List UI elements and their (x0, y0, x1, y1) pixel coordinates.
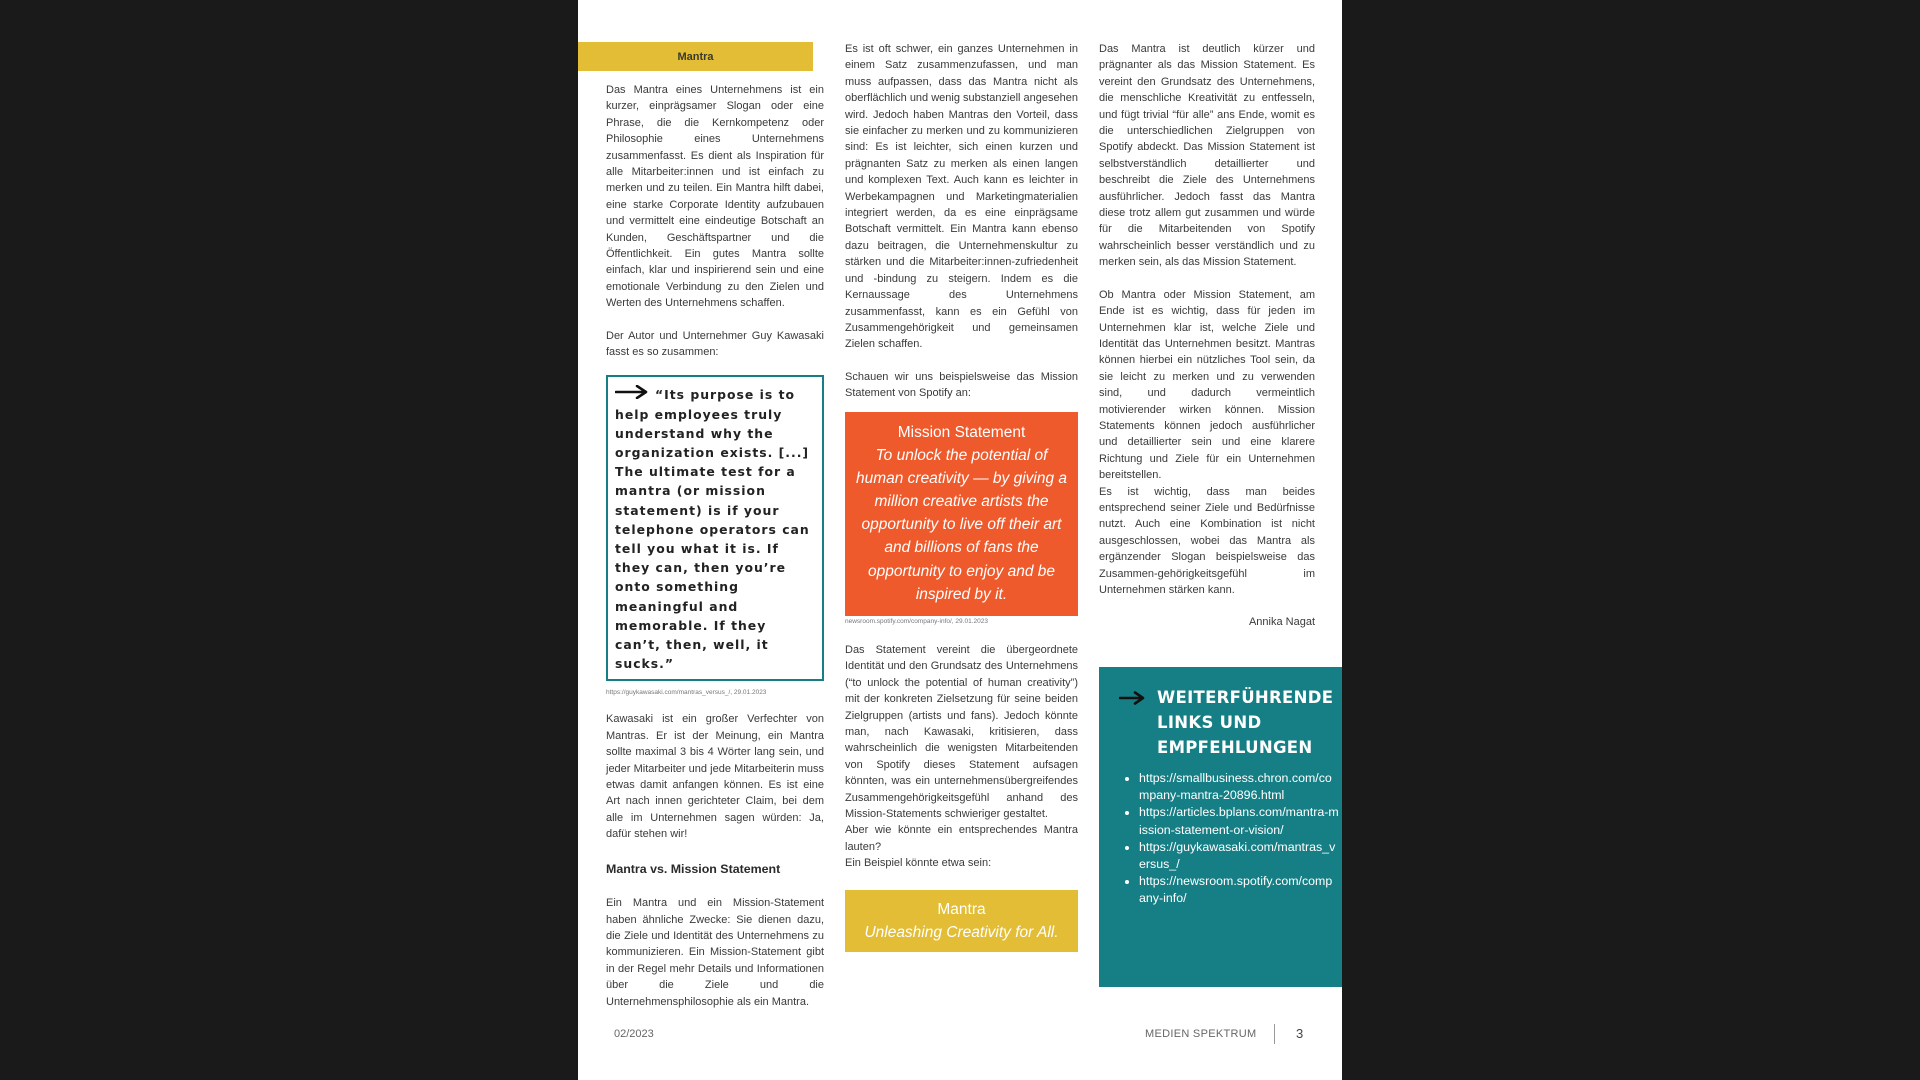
section-tag-label: Mantra (677, 50, 714, 63)
column-right (1099, 41, 1315, 631)
author-name: Annika Nagat (1248, 616, 1315, 629)
section-tag-mantra (578, 42, 813, 71)
subheading: Mantra vs. Mission Statement (606, 861, 781, 876)
arrow-right-icon (615, 385, 649, 404)
footer-brand: MEDIEN SPEKTRUM (1145, 1028, 1257, 1040)
paragraph: Das Statement vereint die übergeordnete Identität und den Grundsatz des Unternehmens (“to unlock the potential of human creativity”) mit der konkreten Zielsetzung für seine beiden Zielgruppen (artists und fans). Jedoch könnte man, nach Kawasaki, kritisieren, dass wahrscheinlich die wenigsten Mitarbeitenden von Spotify dieses Statement aufsagen könnten, was ein unternehmensübergreifendes Zusammengehörigkeitsgefühl anhand des Mission-Statements schwieriger gestaltet. (845, 643, 1078, 821)
paragraph: Das Mantra ist deutlich kürzer und prägnanter als das Mission Statement. Es vereint den Grundsatz des Unternehmens, die menschliche Kreativität zu entfesseln, und fügt trivial “für alle” ans Ende, womit es die unterschiedlichen Zielgruppen von Spotify abdeckt. Das Mission Statement ist selbstverständlich detaillierter und beschreibt die Ziele des Unternehmens ausführlicher. Jedoch fasst das Mantra diese trotz allem gut zusammen und würde für die Mitarbeitenden von Spotify wahrscheinlich besser verständlich und zu merken sein, als das Mission Statement. (1099, 43, 1315, 269)
mantra-title: Mantra (937, 900, 986, 918)
paragraph: Es ist oft schwer, ein ganzes Unternehmen in einem Satz zusammenzufassen, und man muss aufpassen, dass das Mantra nicht als oberflächlich und wenig substanziell angesehen wird. Jedoch haben Mantras den Vorteil, dass sie einfacher zu merken und zu kommunizieren sind: Es ist leichter, sich einen kurzen und prägnanten Satz zu merken als einen langen und komplexen Text. Auch kann es leichter in Werbekampagnen und Marketingmaterialien integriert werden, da es eine einprägsame Botschaft vermittelt. Ein Mantra kann ebenso dazu beitragen, die Unternehmenskultur zu stärken und die Mitarbeiter:innen-zufriedenheit und -bindung zu steigern. Indem es die Kernaussage des Unternehmens zusammenfasst, kann es ein Gefühl von Zusammengehörigkeit und gemeinsamen Zielen schaffen. (845, 43, 1078, 351)
links-box (1099, 667, 1342, 987)
mantra-text: Unleashing Creativity for All. (864, 923, 1059, 941)
mission-statement-box (845, 412, 1078, 616)
link-item[interactable]: • https://guykawasaki.com/mantras_versus_/ (1139, 839, 1339, 873)
quote-box (606, 375, 824, 682)
paragraph: Der Autor und Unternehmer Guy Kawasaki fasst es so zusammen: (606, 329, 824, 359)
column-left (606, 82, 824, 1026)
footer-date: 02/2023 (614, 1028, 654, 1040)
paragraph: Es ist wichtig, dass man beides entsprechend seiner Ziele und Bedürfnisse nutzt. Auch eine Kombination ist nicht ausgeschlossen, wobei das Mantra als ergänzender Slogan beispielsweise das Zusammen-gehörigkeitsgefühl im Unternehmen stärken kann. (1099, 485, 1315, 596)
paragraph: Aber wie könnte ein entsprechendes Mantra lauten? (845, 824, 1078, 853)
paragraph: Schauen wir uns beispielsweise das Mission Statement von Spotify an: (845, 370, 1078, 400)
paragraph: Ein Beispiel könnte etwa sein: (845, 857, 992, 870)
mission-statement-title: Mission Statement (897, 423, 1026, 441)
mission-statement-text: To unlock the potential of human creativity — by giving a million creative artists the opportunity to live off their art and billions of fans the opportunity to enjoy and be inspired by it. (855, 446, 1068, 603)
link-item[interactable]: • https://newsroom.spotify.com/company-info/ (1139, 873, 1339, 907)
link-item[interactable]: • https://articles.bplans.com/mantra-mission-statement-or-vision/ (1139, 804, 1339, 838)
paragraph: Kawasaki ist ein großer Verfechter von Mantras. Er ist der Meinung, ein Mantra sollte maximal 3 bis 4 Wörter lang sein, und jeder Mitarbeiter und jede Mitarbeiterin muss etwas damit anfangen können. Es ist eine Art nach innen gerichteter Claim, bei dem alle im Unternehmen sagen würden: Ja, dafür stehen wir! (606, 713, 824, 841)
quote-text: “Its purpose is to help employees truly understand why the organization exists. [...] The ultimate test for a mantra (or mission statement) is if your telephone operators can tell you what it is. If they can, then you’re onto something meaningful and memorable. If they can’t, then, well, it sucks.” (615, 386, 810, 672)
paragraph: Ob Mantra oder Mission Statement, am Ende ist es wichtig, dass für jeden im Unternehmen klar ist, welche Ziele und Identität das Unternehmen besitzt. Mantras können hierbei ein nützliches Tool sein, da sie leicht zu merken und zu verwenden sind, und dadurch vermeintlich motivierender wirken können. Mission Statements können jedoch ausführlicher und detaillierter sein und eine klarere Richtung und Ziele für ein Unternehmen bereitstellen. (1099, 288, 1315, 482)
paragraph: Ein Mantra und ein Mission-Statement haben ähnliche Zwecke: Sie dienen dazu, die Ziele und Identität des Unternehmens zu kommunizieren. Ein Mission-Statement gibt in der Regel mehr Details und Informationen über die Ziele und die Unternehmensphilosophie als ein Mantra. (606, 897, 824, 1008)
paragraph: Das Mantra eines Unternehmens ist ein kurzer, einprägsamer Slogan oder eine Phrase, die die Kernkompetenz oder Philosophie eines Unternehmens zusammenfasst. Es dient als Inspiration für alle Mitarbeiter:innen und ist einfach zu merken und zu teilen. Ein Mantra hilft dabei, eine starke Corporate Identity aufzubauen und vermittelt eine eindeutige Botschaft an Kunden, Geschäftspartner und die Öffentlichkeit. Ein gutes Mantra sollte einfach, klar und inspirierend sein und eine emotionale Verbindung zu den Zielen und Werten des Unternehmens schaffen. (606, 84, 824, 310)
column-middle (845, 41, 1078, 952)
links-list (1121, 770, 1339, 908)
mission-source: newsroom.spotify.com/company-info/, 29.01.2023 (845, 617, 988, 625)
links-heading-text: WEITERFÜHRENDE LINKS UND EMPFEHLUNGEN (1157, 688, 1334, 757)
link-item[interactable]: • https://smallbusiness.chron.com/company-mantra-20896.html (1139, 770, 1339, 804)
page-number: 3 (1296, 1026, 1304, 1041)
quote-source: https://guykawasaki.com/mantras_versus_/, 29.01.2023 (606, 689, 767, 697)
arrow-right-icon (1119, 691, 1145, 710)
footer-divider (1274, 1024, 1275, 1044)
magazine-page (578, 0, 1342, 1080)
links-heading (1119, 685, 1334, 760)
mantra-box (845, 890, 1078, 952)
